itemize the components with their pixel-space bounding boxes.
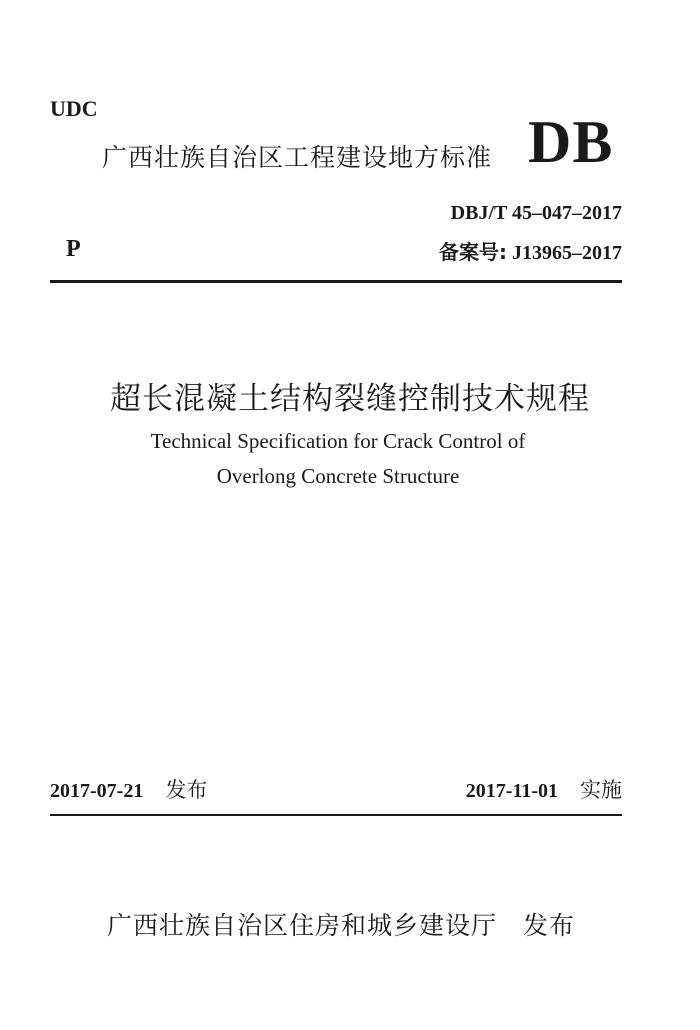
- publisher-line: [0, 906, 682, 942]
- publisher-label: 发布: [523, 911, 576, 940]
- publisher-name: 广西壮族自治区住房和城乡建设厅: [106, 911, 497, 940]
- udc-label: UDC: [50, 96, 98, 121]
- record-label: 备案号:: [439, 240, 507, 264]
- classification-code: P: [66, 236, 81, 262]
- implementation-label: 实施: [580, 778, 622, 802]
- record-number-line: [439, 236, 622, 265]
- standard-type: 广西壮族自治区工程建设地方标准: [102, 143, 493, 172]
- record-number: J13965–2017: [512, 242, 622, 264]
- db-mark: DB: [528, 109, 614, 175]
- issue-date-row: [50, 774, 207, 804]
- bottom-divider: [50, 814, 622, 816]
- top-divider: [50, 280, 622, 283]
- issue-label: 发布: [165, 778, 208, 802]
- standard-number: DBJ/T 45–047–2017: [450, 202, 622, 224]
- title-english-line-2: Overlong Concrete Structure: [216, 464, 460, 488]
- title-chinese: 超长混凝土结构裂缝控制技术规程: [110, 381, 590, 417]
- title-english-line-1: Technical Specification for Crack Control of: [150, 429, 526, 453]
- issue-date: 2017-07-21: [50, 780, 144, 802]
- implementation-date-row: [466, 774, 622, 804]
- implementation-date: 2017-11-01: [465, 780, 558, 802]
